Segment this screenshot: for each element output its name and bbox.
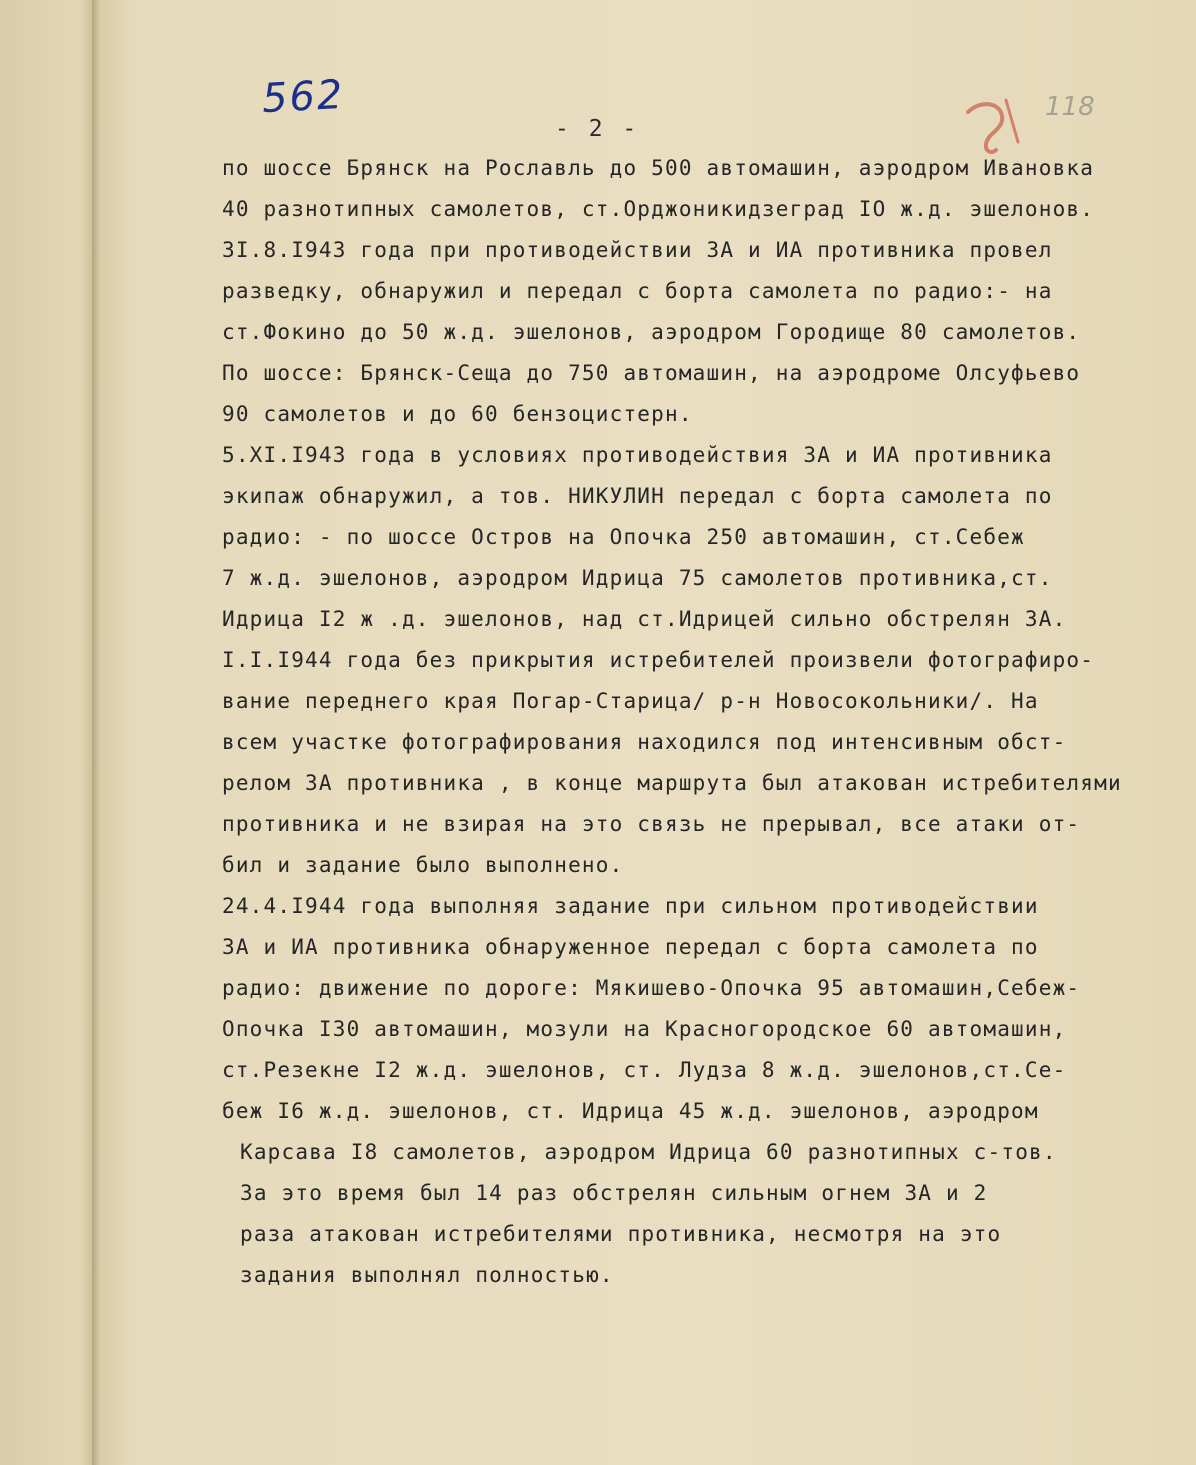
text-line: 7 ж.д. эшелонов, аэродром Идрица 75 самолетов противника,ст.	[222, 566, 1053, 590]
text-line: Идрица I2 ж .д. эшелонов, над ст.Идрицей сильно обстрелян ЗА.	[222, 607, 1067, 631]
text-line: беж I6 ж.д. эшелонов, ст. Идрица 45 ж.д. эшелонов, аэродром	[222, 1099, 1039, 1123]
text-line: 3I.8.I943 года при противодействии ЗА и ИА противника провел	[222, 238, 1053, 262]
text-line: задания выполнял полностью.	[240, 1263, 614, 1287]
text-line: ЗА и ИА противника обнаруженное передал с борта самолета по	[222, 935, 1039, 959]
text-line: За это время был 14 раз обстрелян сильным огнем ЗА и 2	[240, 1181, 988, 1205]
text-line: 40 разнотипных самолетов, ст.Орджоникидзеград IO ж.д. эшелонов.	[222, 197, 1095, 221]
text-line: бил и задание было выполнено.	[222, 853, 624, 877]
text-line: 90 самолетов и до 60 бензоцистерн.	[222, 402, 693, 426]
text-line: радио: движение по дороге: Мякишево-Опочка 95 автомашин,Себеж-	[222, 976, 1081, 1000]
text-line: всем участке фотографирования находился под интенсивным обст-	[222, 730, 1067, 754]
text-line: ст.Фокино до 50 ж.д. эшелонов, аэродром Городище 80 самолетов.	[222, 320, 1081, 344]
archive-number: 562	[260, 71, 346, 123]
text-line: I.I.I944 года без прикрытия истребителей произвели фотографиро-	[222, 648, 1095, 672]
pencil-annotation: 118	[1045, 92, 1095, 122]
text-line: разведку, обнаружил и передал с борта самолета по радио:- на	[222, 279, 1053, 303]
text-line: релом ЗА противника , в конце маршрута был атакован истребителями	[222, 771, 1122, 795]
text-line: вание переднего края Погар-Старица/ р-н Новосокольники/. На	[222, 689, 1039, 713]
text-line: Опочка I30 автомашин, мозули на Красногородское 60 автомашин,	[222, 1017, 1067, 1041]
text-line: противника и не взирая на это связь не прерывал, все атаки от-	[222, 812, 1081, 836]
page-edge-shadow	[92, 0, 100, 1465]
text-line: по шоссе Брянск на Рославль до 500 автомашин, аэродром Ивановка	[222, 156, 1095, 180]
red-pencil-mark-icon	[960, 92, 1030, 158]
text-line: Карсава I8 самолетов, аэродром Идрица 60 разнотипных с-тов.	[240, 1140, 1057, 1164]
scan-left-margin	[0, 0, 98, 1465]
text-line: 24.4.I944 года выполняя задание при сильном противодействии	[222, 894, 1039, 918]
text-line: 5.XI.I943 года в условиях противодействия ЗА и ИА противника	[222, 443, 1053, 467]
page-number: - 2 -	[555, 116, 640, 142]
text-line: По шоссе: Брянск-Сеща до 750 автомашин, на аэродроме Олсуфьево	[222, 361, 1081, 385]
text-line: радио: - по шоссе Остров на Опочка 250 автомашин, ст.Себеж	[222, 525, 1025, 549]
text-line: экипаж обнаружил, а тов. НИКУЛИН передал с борта самолета по	[222, 484, 1053, 508]
text-line: раза атакован истребителями противника, несмотря на это	[240, 1222, 1002, 1246]
text-line: ст.Резекне I2 ж.д. эшелонов, ст. Лудза 8 ж.д. эшелонов,ст.Се-	[222, 1058, 1067, 1082]
